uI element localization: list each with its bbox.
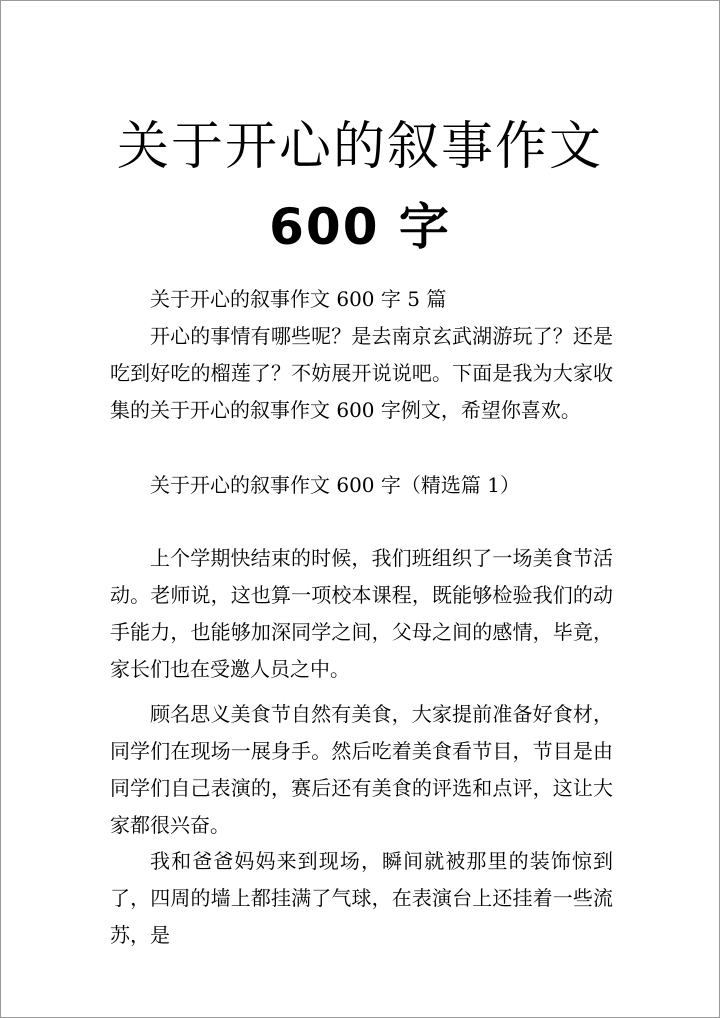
document-title-line-1: 关于开心的叙事作文 bbox=[116, 117, 603, 177]
document-title-line-2: 600 字 bbox=[269, 198, 451, 256]
body-paragraph: 顾名思义美食节自然有美食，大家提前准备好食材，同学们在现场一展身手。然后吃着美食看节目，节目是由同学们自己表演的，赛后还有美食的评选和点评，这让大家都很兴奋。 bbox=[110, 702, 613, 837]
body-paragraph: 我和爸爸妈妈来到现场，瞬间就被那里的装饰惊到了，四周的墙上都挂满了气球，在表演台上还挂着一些流苏，是 bbox=[110, 849, 613, 947]
intro-paragraph: 开心的事情有哪些呢？是去南京玄武湖游玩了？还是吃到好吃的榴莲了？不妨展开说说吧。下面是我为大家收集的关于开心的叙事作文 600 字例文，希望你喜欢。 bbox=[110, 324, 613, 422]
document-subtitle: 关于开心的叙事作文 600 字 5 篇 bbox=[150, 287, 447, 311]
body-paragraph: 上个学期快结束的时候，我们班组织了一场美食节活动。老师说，这也算一项校本课程，既能够检验我们的动手能力，也能够加深同学之间，父母之间的感情，毕竟，家长们也在受邀人员之中。 bbox=[110, 546, 613, 681]
section-heading: 关于开心的叙事作文 600 字（精选篇 1） bbox=[150, 473, 520, 497]
